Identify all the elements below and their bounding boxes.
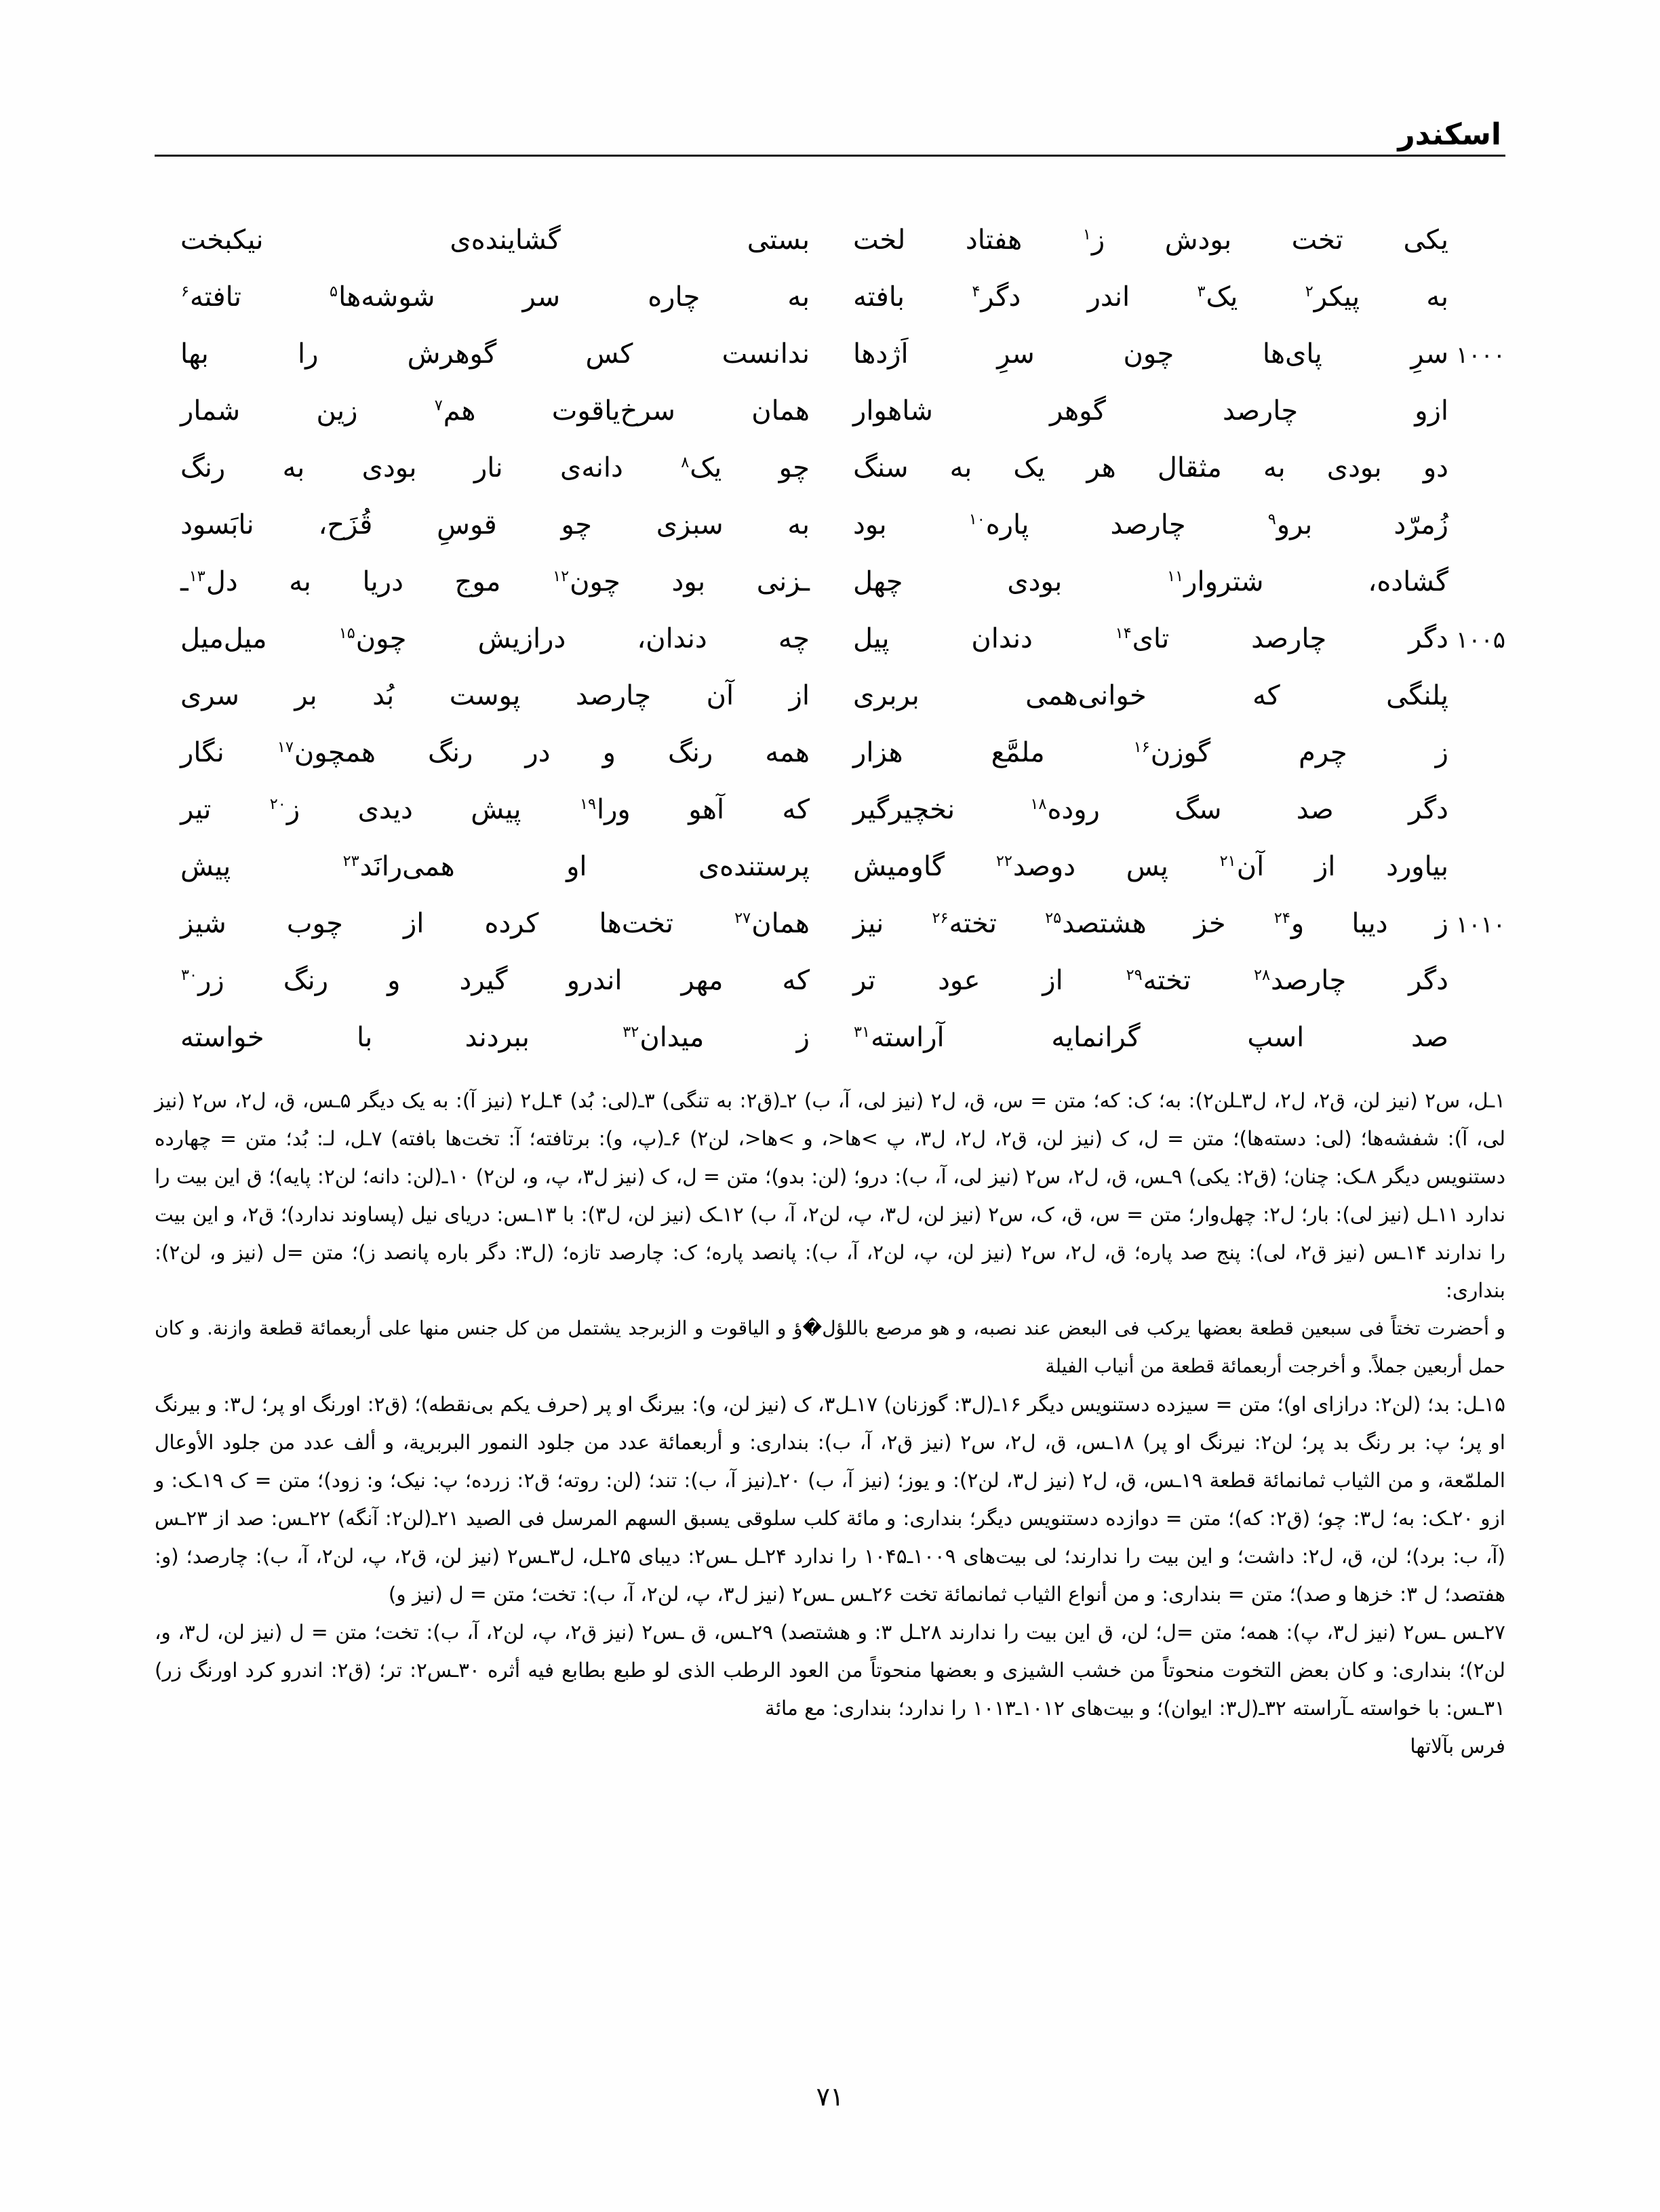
verse-line — [155, 566, 1505, 623]
hemistich-first-text: دو بودی به مثقال هر یک به سنگ — [853, 452, 1448, 483]
hemistich-second-text: چه دندان، درازیش چون$^{۱۵}$ میل‌میل — [180, 623, 810, 654]
hemistich-first-text: ز دیبا و$^{۲۴}$ خز هشتصد$^{۲۵}$ تخته$^{۲۶}$ نیز — [853, 908, 1448, 939]
verse-line — [155, 793, 1505, 850]
hemistich-first-text: دگر چارصد$^{۲۸}$ تخته$^{۲۹}$ از عود تر — [853, 965, 1448, 996]
hemistich-first — [830, 679, 1505, 713]
hemistich-second — [155, 907, 830, 941]
hemistich-first-text: سرِ پای‌ها چون سرِ اَژدها — [853, 338, 1448, 370]
running-head-title: اسکندر — [1398, 117, 1501, 152]
hemistich-first-text: دگر صد سگ روده$^{۱۸}$ نخچیرگیر — [853, 794, 1448, 825]
verse-number — [1443, 281, 1505, 285]
verse-number: ۱۰۱۰ — [1455, 911, 1505, 939]
verse-line — [155, 623, 1505, 679]
verse-number: ۱۰۰۵ — [1455, 627, 1505, 654]
verse-number — [1443, 736, 1505, 740]
hemistich-second-text: ـزنی بود چون$^{۱۲}$ موج دریا به دل$^{۱۳}$ـ — [180, 566, 810, 597]
verse-number — [1443, 509, 1505, 513]
verse-line — [155, 452, 1505, 509]
verse-line — [155, 907, 1505, 964]
hemistich-first — [830, 281, 1505, 314]
verse-line — [155, 679, 1505, 736]
hemistich-second-text: چو یک$^۸$ دانه‌ی نار بودی به رنگ — [180, 452, 810, 483]
hemistich-first-text: زُمرّد برو$^۹$ چارصد پاره$^{۱۰}$ بود — [853, 509, 1448, 540]
verse-number — [1443, 452, 1505, 456]
hemistich-second-text: همان$^{۲۷}$ تخت‌ها کرده از چوب شیز — [180, 908, 810, 939]
hemistich-first — [830, 338, 1505, 371]
hemistich-first-text: گشاده، شتروار$^{۱۱}$ بودی چهل — [853, 566, 1448, 597]
hemistich-first — [830, 395, 1505, 428]
hemistich-first-text: دگر چارصد تای$^{۱۴}$ دندان پیل — [853, 623, 1448, 654]
apparatus-paragraph: ۱ـل، س۲ (نیز لن، ق۲، ل۲، ل۳ـلن۲): به؛ ک: که؛ متن = س، ق، ل۲ (نیز لی، آ، ب) ۲ـ(ق۲: به تنگی) ۳ـ(لی: بُد) ۴ـل۲ (نیز آ): به یک دیگر ۵ـس، ق، ل۲، س۲ (نیز لی، آ): شفشه‌ها؛ (لی: دسته‌ها)؛ متن = ل، ک (نیز لن، ق۲، ل۲، ل۳، پ >ها<، و >ها<، لن۲) ۶ـ(پ، و): برتافته؛ آ: تخت‌ها بافته) ۷ـل، لـ: بُد؛ متن = چهارده دستنویس دیگر ۸ـک: چنان؛ (ق۲: یکی) ۹ـس، ق، ل۲، س۲ (نیز لی، آ، ب): درو؛ (لن: بدو)؛ متن = ل، ک (نیز ل۳، پ، و، لن۲) ۱۰ـ(لن: دانه؛ لن۲: پایه)؛ ق این بیت را ندارد ۱۱ـل (نیز لی): بار؛ ل۲: چهل‌وار؛ متن = س، ق، ک، س۲ (نیز لن، ل۳، پ، لن۲، آ، ب) ۱۲ـک (نیز لن، ل۳): با ۱۳ـس: دریای نیل (پساوند ندارد)؛ ق۲، و این بیت را ندارند ۱۴ـس (نیز ق۲، لی): پنج صد پاره؛ ق، ل۲، س۲ (نیز لن، پ، لن۲، آ، ب): پانصد پاره؛ ک: چارصد تازه؛ (ل۳: دگر باره پانصد ز)؛ متن =ل (نیز و، لن۲): بنداری: — [155, 1089, 1506, 1302]
hemistich-first — [830, 964, 1505, 998]
verse-line — [155, 736, 1505, 793]
verse-number — [1443, 850, 1505, 854]
hemistich-first — [830, 566, 1505, 599]
verse-line — [155, 1021, 1505, 1078]
apparatus-paragraph: ۲۷ـس ـس۲ (نیز ل۳، پ): همه؛ متن =ل؛ لن، ق این بیت را ندارند ۲۸ـل ۳: و هشتصد) ۲۹ـس، ق ـس۲ (نیز ق۲، پ، لن۲، آ، ب): تخت؛ متن = ل (نیز لن، ل۳، و، لن۲)؛ بنداری: و کان بعض التخوت منحوتاً من خشب الشیزی و بعضها منحوتاً من العود الرطب الذی لو طبع بطابع فیه أثره ۳۰ـس۲: تر؛ (ق۲: اندرو کرد اورنگ زر) ۳۱ـس: با خواسته ـآراسته ۳۲ـ(ل۳: ایوان)؛ و بیت‌های ۱۰۱۲ـ۱۰۱۳ را ندارد؛ بنداری: مع مائة — [155, 1621, 1506, 1720]
hemistich-second-text: پرستنده‌ی او همی‌رانَد$^{۲۳}$ پیش — [180, 851, 810, 882]
verse-number: ۱۰۰۰ — [1455, 342, 1505, 369]
apparatus-paragraph: ۱۵ـل: بد؛ (لن۲: درازای او)؛ متن = سیزده دستنویس دیگر ۱۶ـ(ل۳: گوزنان) ۱۷ـل۳، ک (نیز لن، و): بیرنگ او پر (حرف یکم بی‌نقطه)؛ (ق۲: اورنگ او پر؛ ل۳: و بیرنگ او پر؛ پ: بر رنگ بد پر؛ لن۲: نیرنگ او پر) ۱۸ـس، ق، ل۲، س۲ (نیز ق۲، آ، ب): بنداری: و أربعمائة عدد من جلود النمور البربریة، و ألف عدد من جلود الأوعال الملمّعة، و من الثیاب ثمانمائة قطعة ۱۹ـس، ق، ل۲ (نیز ل۳، لن۲): و یوز؛ (نیز آ، ب) ۲۰ـ(نیز آ، ب): تند؛ (لن: روته؛ ق۲: زرده؛ پ: نیک؛ و: زود)؛ متن = ک ۱۹ـک: و ازو ۲۰ـک: به؛ ل۳: چو؛ (ق۲: که)؛ متن = دوازده دستنویس دیگر؛ بنداری: و مائة کلب سلوقی یسبق السهم المرسل فی الصید ۲۱ـ(لن۲: آنگه) ۲۲ـس: صد از ۲۳ـس (آ، ب: برد)؛ لن، ق، ل۲: داشت؛ و این بیت را ندارند؛ لی بیت‌های ۱۰۰۹ـ۱۰۴۵ را ندارد ۲۴ـل ـس۲: دیبای ۲۵ـل، ل۳ـس۲ (نیز لن، ق۲، پ، لن۲، آ، ب): چارصد؛ (و: هفتصد؛ ل ۳: خزها و صد)؛ متن = بنداری: و من أنواع الثیاب ثمانمائة تخت ۲۶ـس ـس۲ (نیز ل۳، پ، لن۲، آ، ب): تخت؛ متن = ل (نیز و) — [155, 1393, 1505, 1606]
hemistich-second-text: همان سرخ‌یاقوت هم$^۷$ زین شمار — [180, 395, 810, 427]
verse-number — [1443, 1021, 1505, 1025]
hemistich-first — [830, 509, 1505, 542]
hemistich-first — [830, 907, 1505, 941]
verse-line — [155, 395, 1505, 452]
verse-line — [155, 850, 1505, 907]
hemistich-first — [830, 736, 1505, 770]
folio-number: ۷۱ — [816, 2082, 844, 2112]
hemistich-second-text: که مهر اندرو گیرد و رنگ زر$^{۳۰}$ — [181, 965, 810, 996]
hemistich-second — [155, 566, 830, 599]
apparatus-paragraph: و أحضرت تختاً فی سبعین قطعة بعضها یرکب فی البعض عند نصبه، و هو مرصع باللؤل�ؤ و الیاقوت و الزبرجد یشتمل من کل جنس منها علی أربعمائة قطعة وازنة. و کان حمل أربعین جملاً. و أخرجت أربعمائة قطعة من أنیاب الفیلة — [155, 1317, 1505, 1377]
hemistich-second-text: همه رنگ و در رنگ همچون$^{۱۷}$ نگار — [180, 737, 810, 768]
hemistich-second — [155, 452, 830, 485]
hemistich-first-text: ز چرم گوزن$^{۱۶}$ ملمَّع هزار — [853, 737, 1448, 768]
running-head-block — [155, 119, 1505, 157]
apparatus-paragraph: فرس بآلاتها — [1410, 1735, 1505, 1758]
hemistich-second-text: ندانست کس گوهرش را بها — [180, 338, 810, 370]
hemistich-first — [830, 623, 1505, 656]
hemistich-second — [155, 793, 830, 827]
verse-number — [1443, 679, 1505, 684]
verse-number — [1443, 964, 1505, 968]
hemistich-second — [155, 850, 830, 884]
hemistich-second — [155, 679, 830, 713]
hemistich-second — [155, 509, 830, 542]
hemistich-second-text: به چاره سر شوشه‌ها$^۵$ تافته$^۶$ — [181, 281, 810, 313]
header-divider-rule — [155, 155, 1505, 157]
verse-block — [155, 224, 1505, 1053]
hemistich-first-text: صد اسپ گرانمایه آراسته$^{۳۱}$ — [854, 1022, 1448, 1053]
verse-line — [155, 224, 1505, 281]
hemistich-first-text: یکی تخت بودش ز$^۱$ هفتاد لخت — [853, 224, 1448, 256]
verse-line — [155, 281, 1505, 338]
verse-number — [1443, 793, 1505, 797]
hemistich-first — [830, 452, 1505, 485]
hemistich-second — [155, 623, 830, 656]
hemistich-first-text: ازو چارصد گوهر شاهوار — [853, 395, 1448, 427]
verse-number — [1443, 224, 1505, 228]
hemistich-second — [155, 224, 830, 257]
verse-number — [1443, 566, 1505, 570]
verse-line — [155, 509, 1505, 566]
hemistich-second-text: بستی گشاینده‌ی نیکبخت — [180, 224, 810, 256]
hemistich-first — [830, 850, 1505, 884]
verse-line — [155, 964, 1505, 1021]
hemistich-second — [155, 964, 830, 998]
hemistich-first — [830, 1021, 1505, 1054]
hemistich-second-text: که آهو ورا$^{۱۹}$ پیش دیدی ز$^{۲۰}$ تیر — [180, 794, 810, 825]
hemistich-first-text: بیاورد از آن$^{۲۱}$ پس دوصد$^{۲۲}$ گاومیش — [853, 851, 1448, 882]
hemistich-first — [830, 793, 1505, 827]
hemistich-second-text: ز میدان$^{۳۲}$ ببردند با خواسته — [180, 1022, 810, 1053]
hemistich-first — [830, 224, 1505, 257]
hemistich-first-text: پلنگی که خوانی‌همی بربری — [853, 680, 1448, 711]
verse-line — [155, 338, 1505, 395]
hemistich-second — [155, 736, 830, 770]
verse-number — [1443, 395, 1505, 399]
hemistich-second — [155, 281, 830, 314]
critical-apparatus — [155, 1082, 1505, 1765]
hemistich-second — [155, 338, 830, 371]
hemistich-second-text: از آن چارصد پوست بُد بر سری — [180, 680, 810, 711]
hemistich-second — [155, 1021, 830, 1054]
hemistich-first-text: به پیکر$^۲$ یک$^۳$ اندر دگر$^۴$ بافته — [853, 281, 1448, 313]
hemistich-second — [155, 395, 830, 428]
hemistich-second-text: به سبزی چو قوسِ قُزَح، نابَسود — [180, 509, 810, 540]
